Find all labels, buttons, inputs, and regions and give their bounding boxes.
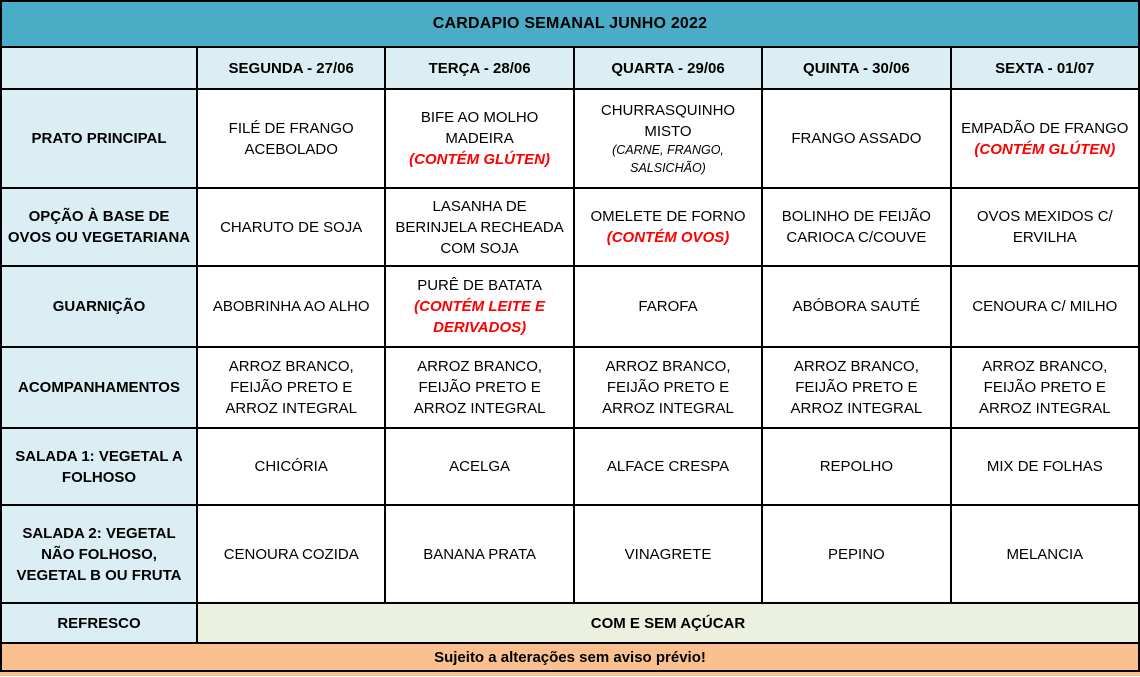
menu-cell bbox=[386, 429, 572, 504]
menu-cell bbox=[763, 429, 949, 504]
menu-cell bbox=[952, 267, 1138, 346]
menu-cell bbox=[763, 506, 949, 602]
menu-cell bbox=[575, 267, 761, 346]
column-header-corner bbox=[2, 48, 196, 88]
dish-text: MELANCIA bbox=[1006, 545, 1084, 563]
dish-text: PEPINO bbox=[828, 545, 885, 563]
dish-text: VINAGRETE bbox=[624, 545, 712, 563]
menu-cell bbox=[198, 348, 384, 427]
dish-text: ARROZ BRANCO, FEIJÃO PRETO E ARROZ INTEGRAL bbox=[602, 358, 734, 417]
menu-cell bbox=[952, 189, 1138, 265]
dish-text: ARROZ BRANCO, FEIJÃO PRETO E ARROZ INTEGRAL bbox=[978, 358, 1111, 417]
dish-text: ARROZ BRANCO, FEIJÃO PRETO E ARROZ INTEGRAL bbox=[225, 358, 358, 417]
menu-cell bbox=[952, 90, 1138, 187]
dish-text: PURÊ DE BATATA bbox=[417, 277, 542, 294]
menu-cell bbox=[198, 506, 384, 602]
dish-text: OVOS MEXIDOS C/ ERVILHA bbox=[976, 208, 1113, 246]
row-label-salada-2: SALADA 2: VEGETAL NÃO FOLHOSO, VEGETAL B OU FRUTA bbox=[2, 506, 196, 602]
allergen-note: (CONTÉM GLÚTEN) bbox=[974, 140, 1116, 158]
menu-cell bbox=[575, 189, 761, 265]
dish-text: FAROFA bbox=[638, 298, 698, 315]
column-header-quarta: QUARTA - 29/06 bbox=[575, 48, 761, 88]
column-header-terca: TERÇA - 28/06 bbox=[386, 48, 572, 88]
refresco-value: COM E SEM AÇÚCAR bbox=[198, 604, 1138, 642]
page-title: CARDAPIO SEMANAL JUNHO 2022 bbox=[2, 2, 1138, 46]
menu-cell bbox=[575, 348, 761, 427]
menu-cell bbox=[763, 267, 949, 346]
dish-text: ALFACE CRESPA bbox=[606, 458, 730, 475]
menu-cell bbox=[763, 90, 949, 187]
menu-cell bbox=[386, 348, 572, 427]
dish-text: ACELGA bbox=[449, 458, 511, 475]
menu-cell bbox=[575, 506, 761, 602]
allergen-note: (CONTÉM GLÚTEN) bbox=[409, 151, 550, 168]
dish-text: CHURRASQUINHO MISTO bbox=[600, 102, 736, 140]
dish-text: ABOBRINHA AO ALHO bbox=[212, 298, 370, 315]
menu-cell bbox=[198, 90, 384, 187]
row-label-refresco: REFRESCO bbox=[2, 604, 196, 642]
allergen-note: (CONTÉM LEITE E DERIVADOS) bbox=[414, 298, 546, 336]
dish-text: BANANA PRATA bbox=[423, 545, 536, 563]
dish-detail: (CARNE, FRANGO, SALSICHÃO) bbox=[612, 143, 724, 175]
dish-text: CHARUTO DE SOJA bbox=[220, 218, 363, 236]
dish-text: ABÓBORA SAUTÉ bbox=[792, 298, 921, 315]
row-label-salada-1: SALADA 1: VEGETAL A FOLHOSO bbox=[2, 429, 196, 504]
menu-cell bbox=[198, 267, 384, 346]
menu-cell bbox=[386, 90, 572, 187]
row-label-acompanhamentos: ACOMPANHAMENTOS bbox=[2, 348, 196, 427]
menu-cell bbox=[952, 506, 1138, 602]
menu-cell bbox=[386, 267, 572, 346]
dish-text: CENOURA C/ MILHO bbox=[972, 298, 1118, 315]
row-label-opcao-vegetariana: OPÇÃO À BASE DE OVOS OU VEGETARIANA bbox=[2, 189, 196, 265]
footer-notice: Sujeito a alterações sem aviso prévio! bbox=[2, 644, 1138, 670]
menu-cell bbox=[575, 429, 761, 504]
menu-cell bbox=[763, 348, 949, 427]
dish-text: FILÉ DE FRANGO ACEBOLADO bbox=[228, 119, 354, 158]
menu-cell bbox=[198, 189, 384, 265]
dish-text: REPOLHO bbox=[819, 458, 894, 475]
allergen-note: (CONTÉM OVOS) bbox=[606, 229, 730, 246]
menu-cell bbox=[575, 90, 761, 187]
dish-text: LASANHA DE BERINJELA RECHEADA COM SOJA bbox=[395, 197, 564, 257]
row-label-guarnicao: GUARNIÇÃO bbox=[2, 267, 196, 346]
menu-cell bbox=[386, 189, 572, 265]
menu-cell bbox=[952, 429, 1138, 504]
column-header-quinta: QUINTA - 30/06 bbox=[763, 48, 949, 88]
menu-cell bbox=[763, 189, 949, 265]
dish-text: BOLINHO DE FEIJÃO CARIOCA C/COUVE bbox=[781, 208, 931, 246]
footer-strip bbox=[0, 672, 1140, 676]
menu-cell bbox=[952, 348, 1138, 427]
dish-text: OMELETE DE FORNO bbox=[590, 208, 746, 225]
dish-text: FRANGO ASSADO bbox=[791, 130, 922, 147]
column-header-segunda: SEGUNDA - 27/06 bbox=[198, 48, 384, 88]
dish-text: ARROZ BRANCO, FEIJÃO PRETO E ARROZ INTEGRAL bbox=[790, 358, 923, 417]
menu-cell bbox=[386, 506, 572, 602]
dish-text: CHICÓRIA bbox=[254, 458, 328, 475]
column-header-sexta: SEXTA - 01/07 bbox=[952, 48, 1138, 88]
dish-text: EMPADÃO DE FRANGO bbox=[961, 119, 1129, 137]
dish-text: BIFE AO MOLHO MADEIRA bbox=[420, 109, 539, 147]
menu-cell bbox=[198, 429, 384, 504]
dish-text: ARROZ BRANCO, FEIJÃO PRETO E ARROZ INTEGRAL bbox=[413, 358, 546, 417]
dish-text: MIX DE FOLHAS bbox=[986, 458, 1103, 475]
dish-text: CENOURA COZIDA bbox=[223, 545, 359, 563]
row-label-prato-principal: PRATO PRINCIPAL bbox=[2, 90, 196, 187]
